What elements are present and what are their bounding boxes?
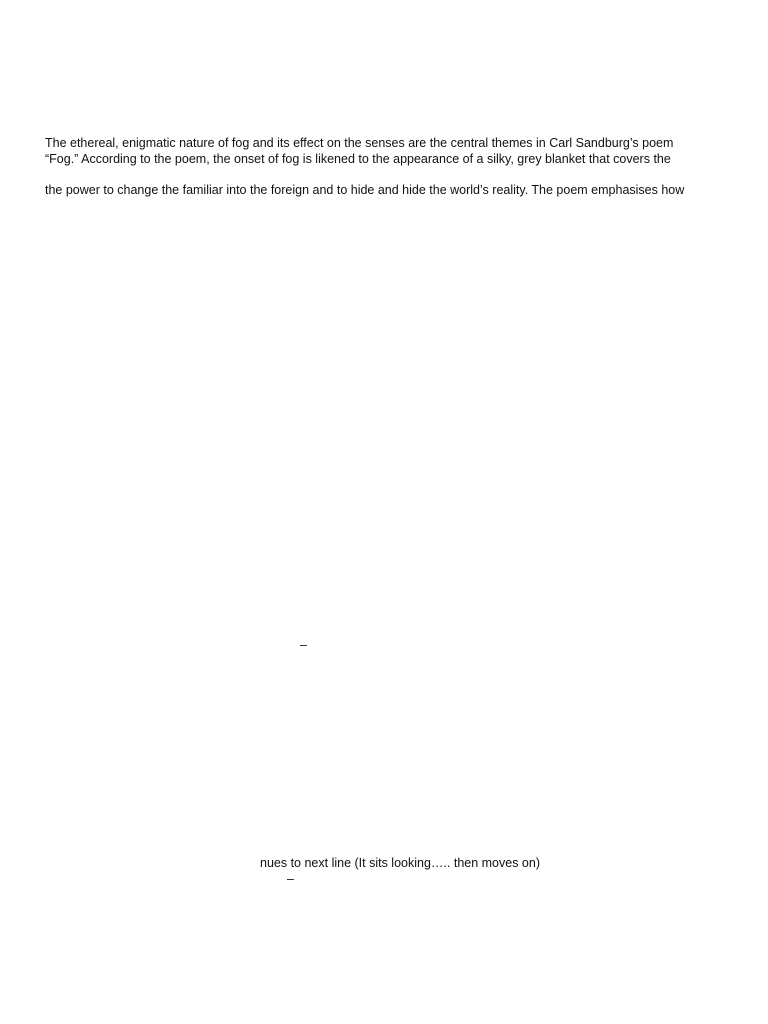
paragraph-line-2: “Fog.” According to the poem, the onset of fog is likened to the appearance of a silky, grey blanket that covers the (45, 152, 671, 166)
dash-mark-1: – (300, 638, 307, 652)
paragraph-line-3: the power to change the familiar into the foreign and to hide and hide the world’s reality. The poem emphasises how (45, 183, 685, 197)
continuation-line: nues to next line (It sits looking….. then moves on) (260, 856, 540, 870)
dash-mark-2: – (287, 872, 294, 886)
paragraph-line-1: The ethereal, enigmatic nature of fog and its effect on the senses are the central themes in Carl Sandburg’s poem (45, 136, 674, 150)
